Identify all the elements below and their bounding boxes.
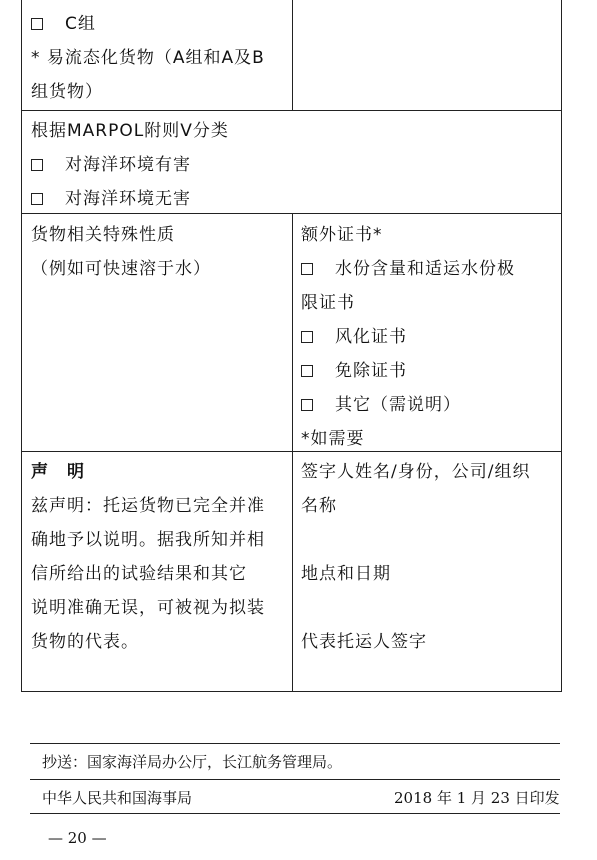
column-divider (292, 213, 293, 691)
cargo-declaration-table (21, 0, 562, 692)
row-divider (22, 110, 561, 111)
liquefaction-note: * 易流态化货物（A组和A及B (31, 48, 265, 68)
column-divider (292, 0, 293, 110)
declaration-text: 兹声明：托运货物已完全并准 (31, 496, 265, 516)
additional-certificates-cell (301, 218, 515, 456)
special-properties-cell (31, 218, 211, 286)
liquefaction-note-cont: 组货物） (31, 82, 103, 102)
signatory-name-label: 签字人姓名/身份，公司/组织 (301, 462, 531, 482)
certificates-note: *如需要 (301, 429, 365, 449)
place-date-label: 地点和日期 (301, 564, 391, 584)
checkbox[interactable] (31, 159, 43, 171)
row1-left-cell (31, 7, 265, 109)
declaration-text: 信所给出的试验结果和其它 (31, 564, 247, 584)
footer-rule-bottom (30, 813, 560, 814)
other-cert-option[interactable]: 其它（需说明） (301, 388, 515, 422)
declaration-text: 说明准确无误，可被视为拟装 (31, 598, 265, 618)
moisture-cert-cont: 限证书 (301, 293, 355, 313)
checkbox[interactable] (301, 365, 313, 377)
exemption-cert-option[interactable]: 免除证书 (301, 354, 515, 388)
harmful-option[interactable]: 对海洋环境有害 (31, 148, 229, 182)
issue-date: 2018 年 1 月 23 日印发 (394, 789, 560, 807)
marpol-title: 根据MARPOL附则V分类 (31, 121, 229, 141)
declaration-text: 确地予以说明。据我所知并相 (31, 530, 265, 550)
moisture-cert-option[interactable]: 水份含量和适运水份极 (301, 252, 515, 286)
footer-rule-top (30, 743, 560, 744)
weathering-cert-option[interactable]: 风化证书 (301, 320, 515, 354)
not-harmful-option[interactable]: 对海洋环境无害 (31, 182, 229, 216)
checkbox[interactable] (31, 18, 43, 30)
certificates-title: 额外证书* (301, 225, 383, 245)
checkbox[interactable] (301, 331, 313, 343)
shipper-signature-label: 代表托运人签字 (301, 632, 427, 652)
special-properties-example: （例如可快速溶于水） (31, 259, 211, 279)
page-number: — 20 — (48, 829, 107, 847)
marpol-classification-cell (31, 114, 229, 216)
checkbox[interactable] (31, 193, 43, 205)
declaration-text: 货物的代表。 (31, 632, 139, 652)
declaration-cell (31, 455, 265, 659)
special-properties-label: 货物相关特殊性质 (31, 225, 175, 245)
signatory-cell (301, 455, 530, 659)
issuing-authority: 中华人民共和国海事局 (42, 789, 193, 807)
c-group-option[interactable]: C组 (31, 7, 265, 41)
cc-recipients: 抄送：国家海洋局办公厅，长江航务管理局。 (42, 753, 343, 771)
footer-rule-middle (30, 779, 560, 780)
declaration-heading: 声 明 (31, 462, 85, 482)
checkbox[interactable] (301, 399, 313, 411)
checkbox[interactable] (301, 263, 313, 275)
signatory-name-label-cont: 名称 (301, 496, 337, 516)
